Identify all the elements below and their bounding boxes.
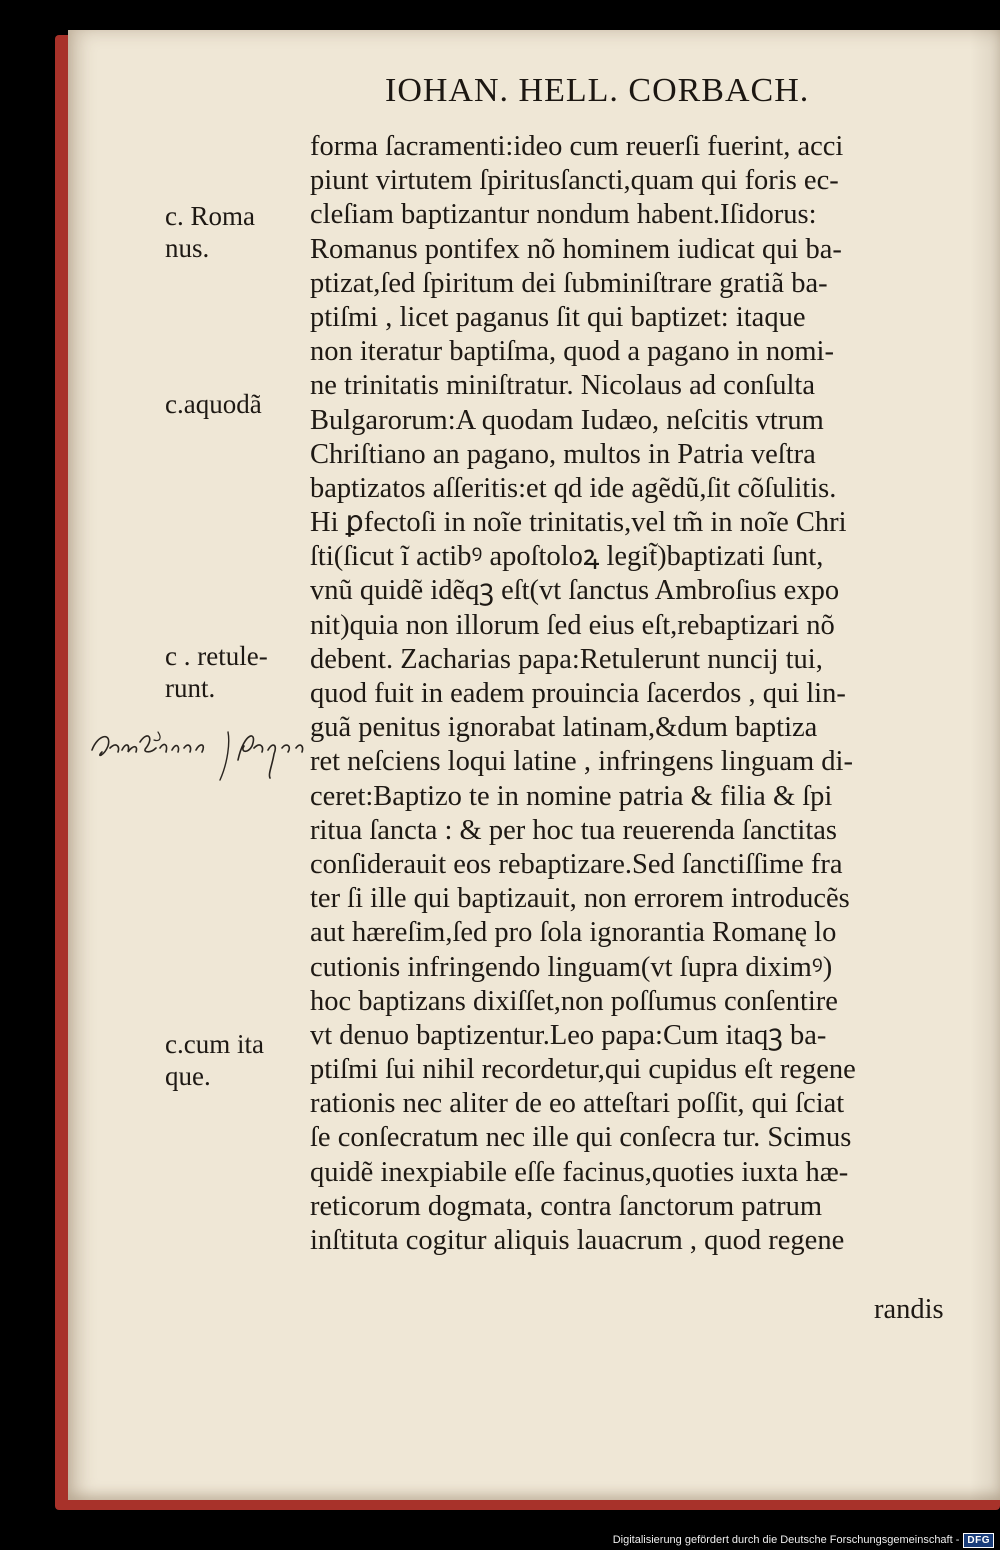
text-line: reticorum dogmata, contra ſanctorum patrum xyxy=(310,1190,823,1222)
text-line: Romanus pontifex nõ hominem iudicat qui ba- xyxy=(310,233,842,265)
gloss-line: runt. xyxy=(165,673,216,703)
page-shadow xyxy=(970,30,1000,1500)
running-head: IOHAN. HELL. CORBACH. xyxy=(385,72,810,109)
text-line: aut hæreſim,ſed pro ſola ignorantia Romanę lo xyxy=(310,917,837,949)
gloss-line: c . retule- xyxy=(165,641,268,671)
text-line: ret neſciens loqui latine , infringens linguam di- xyxy=(310,746,853,778)
footer-text: Digitalisierung gefördert durch die Deutsche Forschungsgemeinschaft - xyxy=(612,1534,960,1546)
text-line: quidẽ inexpiabile eſſe facinus,quoties iuxta hæ- xyxy=(310,1156,849,1188)
gloss-line: que. xyxy=(165,1061,211,1091)
handwritten-annotation xyxy=(88,712,318,782)
text-line: ptiſmi , licet paganus ſit qui baptizet: itaque xyxy=(310,301,806,333)
marginal-gloss-aquodam xyxy=(165,388,300,420)
marginal-gloss-cumitaque xyxy=(165,1028,300,1092)
text-line: cutionis infringendo linguam(vt ſupra diximꝰ) xyxy=(310,951,833,983)
gloss-line: c.cum ita xyxy=(165,1029,264,1059)
text-line: nit)quia non illorum ſed eius eſt,rebaptizari nõ xyxy=(310,609,835,641)
text-line: rationis nec aliter de eo atteſtari poſſit, qui ſciat xyxy=(310,1088,845,1120)
digitization-footer xyxy=(613,1532,994,1548)
text-line: hoc baptizans dixiſſet,non poſſumus conſentire xyxy=(310,985,838,1017)
text-line: cleſiam baptizantur nondum habent.Iſidorus: xyxy=(310,199,817,231)
text-line: Bulgarorum:A quodam Iudæo, neſcitis vtrum xyxy=(310,404,824,436)
dfg-logo: DFG xyxy=(963,1533,994,1548)
text-line: ter ſi ille qui baptizauit, non errorem introducẽs xyxy=(310,883,850,915)
text-line: ritua ſancta : & per hoc tua reuerenda ſanctitas xyxy=(310,814,837,846)
gloss-line: c. Roma xyxy=(165,201,255,231)
text-line: piunt virtutem ſpiritusſancti,quam qui foris ec- xyxy=(310,165,839,197)
text-line: Chriſtiano an pagano, multos in Patria veſtra xyxy=(310,438,816,470)
text-line: vnũ quidẽ idẽqꝫ eſt(vt ſanctus Ambroſius expo xyxy=(310,575,840,607)
text-line: ſti(ſicut ĩ actibꝰ apoſtoloꝝ legit̃)baptizati ſunt, xyxy=(310,541,824,573)
main-text-block xyxy=(310,130,970,1258)
text-line: vt denuo baptizentur.Leo papa:Cum itaqꝫ ba- xyxy=(310,1019,827,1051)
text-line: non iteratur baptiſma, quod a pagano in nomi- xyxy=(310,336,834,368)
text-line: forma ſacramenti:ideo cum reuerſi fuerint, acci xyxy=(310,131,844,162)
text-line: debent. Zacharias papa:Retulerunt nuncij tui, xyxy=(310,643,823,675)
text-line: Hi ꝑfectoſi in noĩe trinitatis,vel tm̃ in noĩe Chri xyxy=(310,507,847,539)
marginal-gloss-romanus xyxy=(165,200,300,264)
text-line: ptiſmi ſui nihil recordetur,qui cupidus eſt regene xyxy=(310,1054,856,1086)
text-line: conſiderauit eos rebaptizare.Sed ſanctiſſime fra xyxy=(310,848,843,880)
text-line: baptizatos aſſeritis:et qd ide agẽdũ,ſit cõſulitis. xyxy=(310,472,837,504)
text-line: inſtituta cogitur aliquis lauacrum , quod regene xyxy=(310,1225,845,1256)
text-line: ptizat,ſed ſpiritum dei ſubminiſtrare gratiã ba- xyxy=(310,267,828,299)
gloss-line: nus. xyxy=(165,233,210,263)
marginal-gloss-retulerunt xyxy=(165,640,300,704)
text-line: ſe conſecratum nec ille qui conſecra tur. Scimus xyxy=(310,1122,852,1154)
catchword: randis xyxy=(874,1294,944,1325)
text-line: quod fuit in eadem prouincia ſacerdos , qui lin- xyxy=(310,678,846,709)
text-line: guã penitus ignorabat latinam,&dum baptiza xyxy=(310,712,818,744)
text-line: ne trinitatis miniſtratur. Nicolaus ad conſulta xyxy=(310,370,815,402)
text-line: ceret:Baptizo te in nomine patria & filia & ſpi xyxy=(310,780,833,812)
gloss-line: c.aquodã xyxy=(165,389,262,419)
